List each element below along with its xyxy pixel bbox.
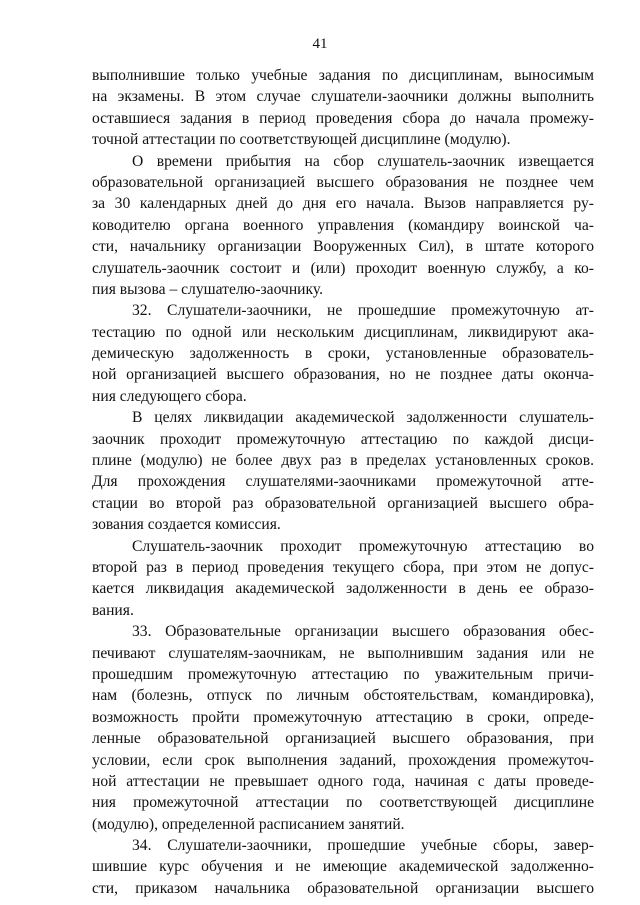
text-line: демическую задолженность в сроки, установленные образователь- — [92, 345, 594, 363]
text-line: слушатель-заочник состоит и (или) проходит военную службу, а ко- — [92, 259, 594, 277]
text-line: сти, приказом начальника образовательной организации высшего — [92, 879, 594, 897]
text-line: точной аттестации по соответствующей дисциплине (модулю). — [92, 131, 511, 149]
text-line: плине (модулю) не более двух раз в пределах установленных сроков. — [92, 452, 594, 470]
text-line: образовательной организацией высшего образования не позднее чем — [92, 173, 594, 191]
text-line: тестацию по одной или нескольким дисциплинам, ликвидируют ака- — [92, 323, 594, 341]
text-line: В целях ликвидации академической задолженности слушатель- — [132, 409, 594, 427]
text-line: 33. Образовательные организации высшего образования обес- — [132, 623, 594, 641]
text-line: шившие курс обучения и не имеющие академической задолженно- — [92, 858, 594, 876]
text-line: ной аттестации не превышает одного года, начиная с даты проведе- — [92, 772, 594, 790]
text-line: ной организацией высшего образования, но не позднее даты оконча- — [92, 366, 594, 384]
text-line: прошедшим промежуточную аттестацию по уважительным причи- — [92, 665, 594, 683]
text-line: Слушатель-заочник проходит промежуточную аттестацию во — [132, 537, 594, 555]
text-line: вания. — [92, 601, 134, 619]
text-line: (модулю), определенной расписанием занятий. — [92, 815, 405, 833]
text-line: ководителю органа военного управления (командиру воинской ча- — [92, 216, 594, 234]
text-line: ния следующего сбора. — [92, 387, 247, 405]
text-line: возможность пройти промежуточную аттестацию в сроки, опреде- — [92, 708, 594, 726]
text-line: 34. Слушатели-заочники, прошедшие учебные сборы, завер- — [132, 837, 594, 855]
text-line: условии, если срок выполнения заданий, прохождения промежуточ- — [92, 751, 594, 769]
text-line: на экзамены. В этом случае слушатели-заочники должны выполнить — [92, 88, 594, 106]
text-line: ния промежуточной аттестации по соответствующей дисциплине — [92, 794, 594, 812]
text-line: ленные образовательной организацией высшего образования, при — [92, 730, 594, 748]
text-line: Для прохождения слушателями-заочниками промежуточной атте- — [92, 473, 594, 491]
text-line: кается ликвидация академической задолженности в день ее образо- — [92, 580, 594, 598]
text-line: зования создается комиссия. — [92, 516, 281, 534]
text-line: оставшиеся задания в период проведения сбора до начала промежу- — [92, 109, 594, 127]
text-line: стации во второй раз образовательной организацией высшего обра- — [92, 494, 594, 512]
text-line: за 30 календарных дней до дня его начала. Вызов направляется ру- — [92, 195, 594, 213]
text-line: второй раз в период проведения текущего сбора, при этом не допус- — [92, 558, 594, 576]
page-number: 41 — [312, 36, 328, 52]
text-line: сти, начальнику организации Вооруженных Сил), в штате которого — [92, 238, 594, 256]
text-line: заочник проходит промежуточную аттестацию по каждой дисци- — [92, 430, 594, 448]
text-line: пия вызова – слушателю-заочнику. — [92, 280, 324, 298]
text-line: выполнившие только учебные задания по дисциплинам, выносимым — [92, 67, 594, 84]
text-line: О времени прибытия на сбор слушатель-заочник извещается — [132, 152, 594, 170]
text-line: печивают слушателям-заочникам, не выполнившим задания или не — [92, 644, 594, 662]
text-line: 32. Слушатели-заочники, не прошедшие промежуточную ат- — [132, 302, 594, 320]
body-text — [92, 65, 594, 899]
text-line: нам (болезнь, отпуск по личным обстоятельствам, командировка), — [92, 687, 594, 705]
